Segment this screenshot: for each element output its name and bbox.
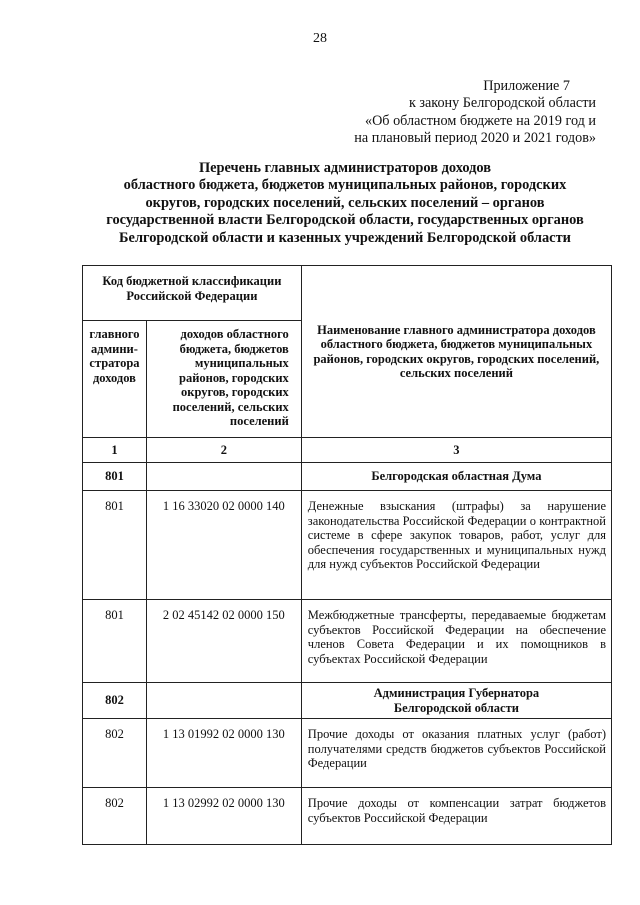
title-line: Перечень главных администраторов доходов [198,160,492,176]
title-line: областного бюджета, бюджетов муниципальных районов, городских [123,177,567,194]
appendix-line: Приложение 7 [483,78,570,94]
table-row [83,491,612,600]
organization-name: Белгородская областная Дума [301,463,611,491]
organization-name-line: Белгородской области [393,700,519,715]
table-row [83,600,612,683]
organization-code: 801 [83,463,147,491]
organization-row [83,463,612,491]
admin-code: 801 [83,600,147,683]
revenue-description: Прочие доходы от оказания платных услуг (работ) получателями средств бюджетов субъектов Российской Федерации [301,719,611,788]
revenue-code: 1 13 02992 02 0000 130 [146,788,301,845]
title-line: Белгородской области и казенных учреждений Белгородской области [119,229,571,246]
title-line: государственной власти Белгородской области, государственных органов [106,212,584,229]
column-number: 2 [146,438,301,463]
table-row [83,719,612,788]
admin-code: 801 [83,491,147,600]
column-numbers-row [83,438,612,463]
header-budget-code-group: Код бюджетной классификации Российской Федерации [83,266,302,321]
title-line: округов, городских поселений, сельских поселений – органов [145,194,545,211]
appendix-line: «Об областном бюджете на 2019 год и [364,112,596,129]
empty-cell [146,683,301,719]
revenue-description: Межбюджетные трансферты, передаваемые бюджетам субъектов Российской Федерации на обеспечение членов Совета Федерации и их помощников в субъектах Российской Федерации [301,600,611,683]
table-row [83,788,612,845]
empty-cell [146,463,301,491]
document-title [60,160,630,247]
administrators-table [82,265,612,845]
revenue-description: Прочие доходы от компенсации затрат бюджетов субъектов Российской Федерации [301,788,611,845]
appendix-line: на плановый период 2020 и 2021 годов» [354,130,596,147]
column-number: 3 [301,438,611,463]
header-main-administrator: главного администратора доходов [83,321,147,438]
admin-code: 802 [83,719,147,788]
appendix-reference [296,78,596,148]
revenue-code: 2 02 45142 02 0000 150 [146,600,301,683]
organization-name [301,683,611,719]
admin-code: 802 [83,788,147,845]
organization-row [83,683,612,719]
column-number: 1 [83,438,147,463]
revenue-code: 1 13 01992 02 0000 130 [146,719,301,788]
appendix-line: к закону Белгородской области [408,95,596,112]
page-number: 28 [313,31,327,46]
organization-name-line: Администрация Губернатора [373,686,540,700]
header-revenue-code: доходов областного бюджета, бюджетов муниципальных районов, городских округов, городских поселений, сельских поселений [146,321,301,438]
revenue-description: Денежные взыскания (штрафы) за нарушение законодательства Российской Федерации о контрактной системе в сфере закупок товаров, работ, услуг для обеспечения государственных и муниципальных нужд для нужд субъектов Российской Федерации [301,491,611,600]
header-administrator-name: Наименование главного администратора доходов областного бюджета, бюджетов муниципальных районов, городских округов, городских поселений, сельских поселений [301,266,611,438]
revenue-code: 1 16 33020 02 0000 140 [146,491,301,600]
organization-code: 802 [83,683,147,719]
